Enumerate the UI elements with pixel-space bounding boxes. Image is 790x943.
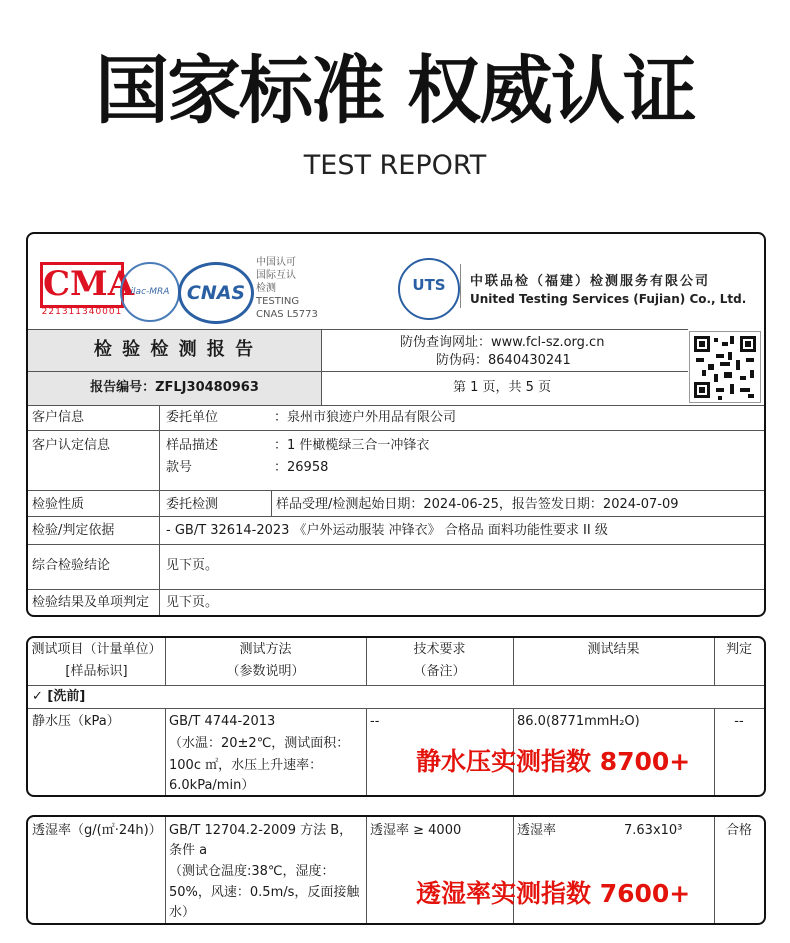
header-requirement: 技术要求: [413, 642, 466, 657]
row-sub-client: 委托单位: [166, 410, 219, 425]
cnas-logo: CNAS: [178, 262, 254, 324]
row-value-dates: 样品受理/检测起始日期：2024-06-25，报告签发日期：2024-07-09: [276, 497, 679, 512]
row2-method-3: 50%，风速：0.5m/s，反面接触: [169, 885, 360, 900]
row-value-conclusion: 见下页。: [166, 558, 219, 573]
row2-result-label: 透湿率: [517, 823, 557, 838]
ilac-mra-logo: ilac-MRA: [120, 262, 180, 322]
row1-requirement: --: [370, 714, 380, 729]
header-requirement-sub: （备注）: [413, 664, 466, 679]
row-label-nature: 检验性质: [32, 497, 85, 512]
row-sub-nature: 委托检测: [166, 497, 219, 512]
row-sub-style: 款号: [166, 460, 193, 475]
row1-method-1: （水温：20±2℃，测试面积：: [169, 736, 350, 751]
company-name-en: United Testing Services (Fujian) Co., Ltd.: [470, 292, 747, 306]
row-label-conclusion: 综合检验结论: [32, 558, 111, 573]
logo-row: [28, 234, 766, 329]
uts-logo: UTS: [398, 258, 460, 320]
query-site: 防伪查询网址：www.fcl-sz.org.cn: [400, 335, 605, 350]
report-number: 报告编号：ZFLJ30480963: [90, 380, 259, 395]
row1-verdict: --: [734, 714, 744, 729]
row-value-basis: - GB/T 32614-2023 《户外运动服装 冲锋衣》 合格品 面料功能性要求 II 级: [166, 523, 608, 538]
cnas-accreditation-text: 中国认可 国际互认 检测 TESTING CNAS L5773: [256, 257, 318, 320]
headline: 国家标准 权威认证: [95, 48, 695, 134]
row1-method-2: 100c ㎡，水压上升速率：: [169, 758, 323, 773]
row-value-sample: ：1 件橄榄绿三合一冲锋衣: [274, 438, 430, 453]
row-sub-sample: 样品描述: [166, 438, 219, 453]
row2-method-1: 条件 a: [169, 843, 208, 858]
company-name-cn: 中联品检（福建）检测服务有限公司: [470, 274, 711, 289]
row1-result: 86.0(8771mmH₂O): [517, 714, 640, 729]
row-value-client: ：泉州市狼迹户外用品有限公司: [274, 410, 457, 425]
row-value-style: ：26958: [274, 460, 329, 475]
report-card: [26, 232, 766, 617]
row1-item: 静水压（kPa）: [32, 714, 120, 729]
row-label-results: 检验结果及单项判定: [32, 595, 150, 610]
header-item-sub: [样品标识]: [65, 664, 128, 679]
hydrostatic-overlay: 静水压实测指数 8700+: [416, 747, 691, 776]
row-label-basis: 检验/判定依据: [32, 523, 115, 538]
row-label-client-id: 客户认定信息: [32, 438, 111, 453]
section-pre-wash: ✓ [洗前]: [32, 689, 86, 704]
row2-method-0: GB/T 12704.2-2009 方法 B，: [169, 823, 353, 838]
row2-method-2: （测试仓温度:38℃，湿度：: [169, 864, 335, 879]
header-result: 测试结果: [587, 642, 640, 657]
page-info: 第 1 页，共 5 页: [453, 380, 552, 395]
row2-verdict: 合格: [725, 823, 752, 838]
subtitle: TEST REPORT: [303, 150, 487, 181]
row2-method-4: 水）: [169, 905, 196, 920]
header-item: 测试项目（计量单位）: [31, 642, 162, 657]
row2-requirement: 透湿率 ≥ 4000: [370, 823, 462, 838]
security-code: 防伪码：8640430241: [436, 353, 571, 368]
report-title: 检 验 检 测 报 告: [93, 339, 256, 360]
row1-method-3: 6.0kPa/min）: [169, 778, 255, 793]
row-value-results: 见下页。: [166, 595, 219, 610]
row2-item: 透湿率（g/(㎡·24h)）: [32, 823, 162, 838]
row2-result-value: 7.63x10³: [624, 823, 683, 838]
qr-code: [689, 331, 761, 403]
header-verdict: 判定: [725, 642, 752, 657]
header-method: 测试方法: [239, 642, 292, 657]
logo-divider: [460, 264, 461, 308]
row1-method-0: GB/T 4744-2013: [169, 714, 276, 729]
breathability-overlay: 透湿率实测指数 7600+: [416, 879, 691, 908]
cma-logo: CMA: [40, 262, 124, 308]
header-method-sub: （参数说明）: [226, 664, 305, 679]
row-label-client: 客户信息: [32, 410, 85, 425]
cma-number: 221311340001: [41, 307, 123, 317]
